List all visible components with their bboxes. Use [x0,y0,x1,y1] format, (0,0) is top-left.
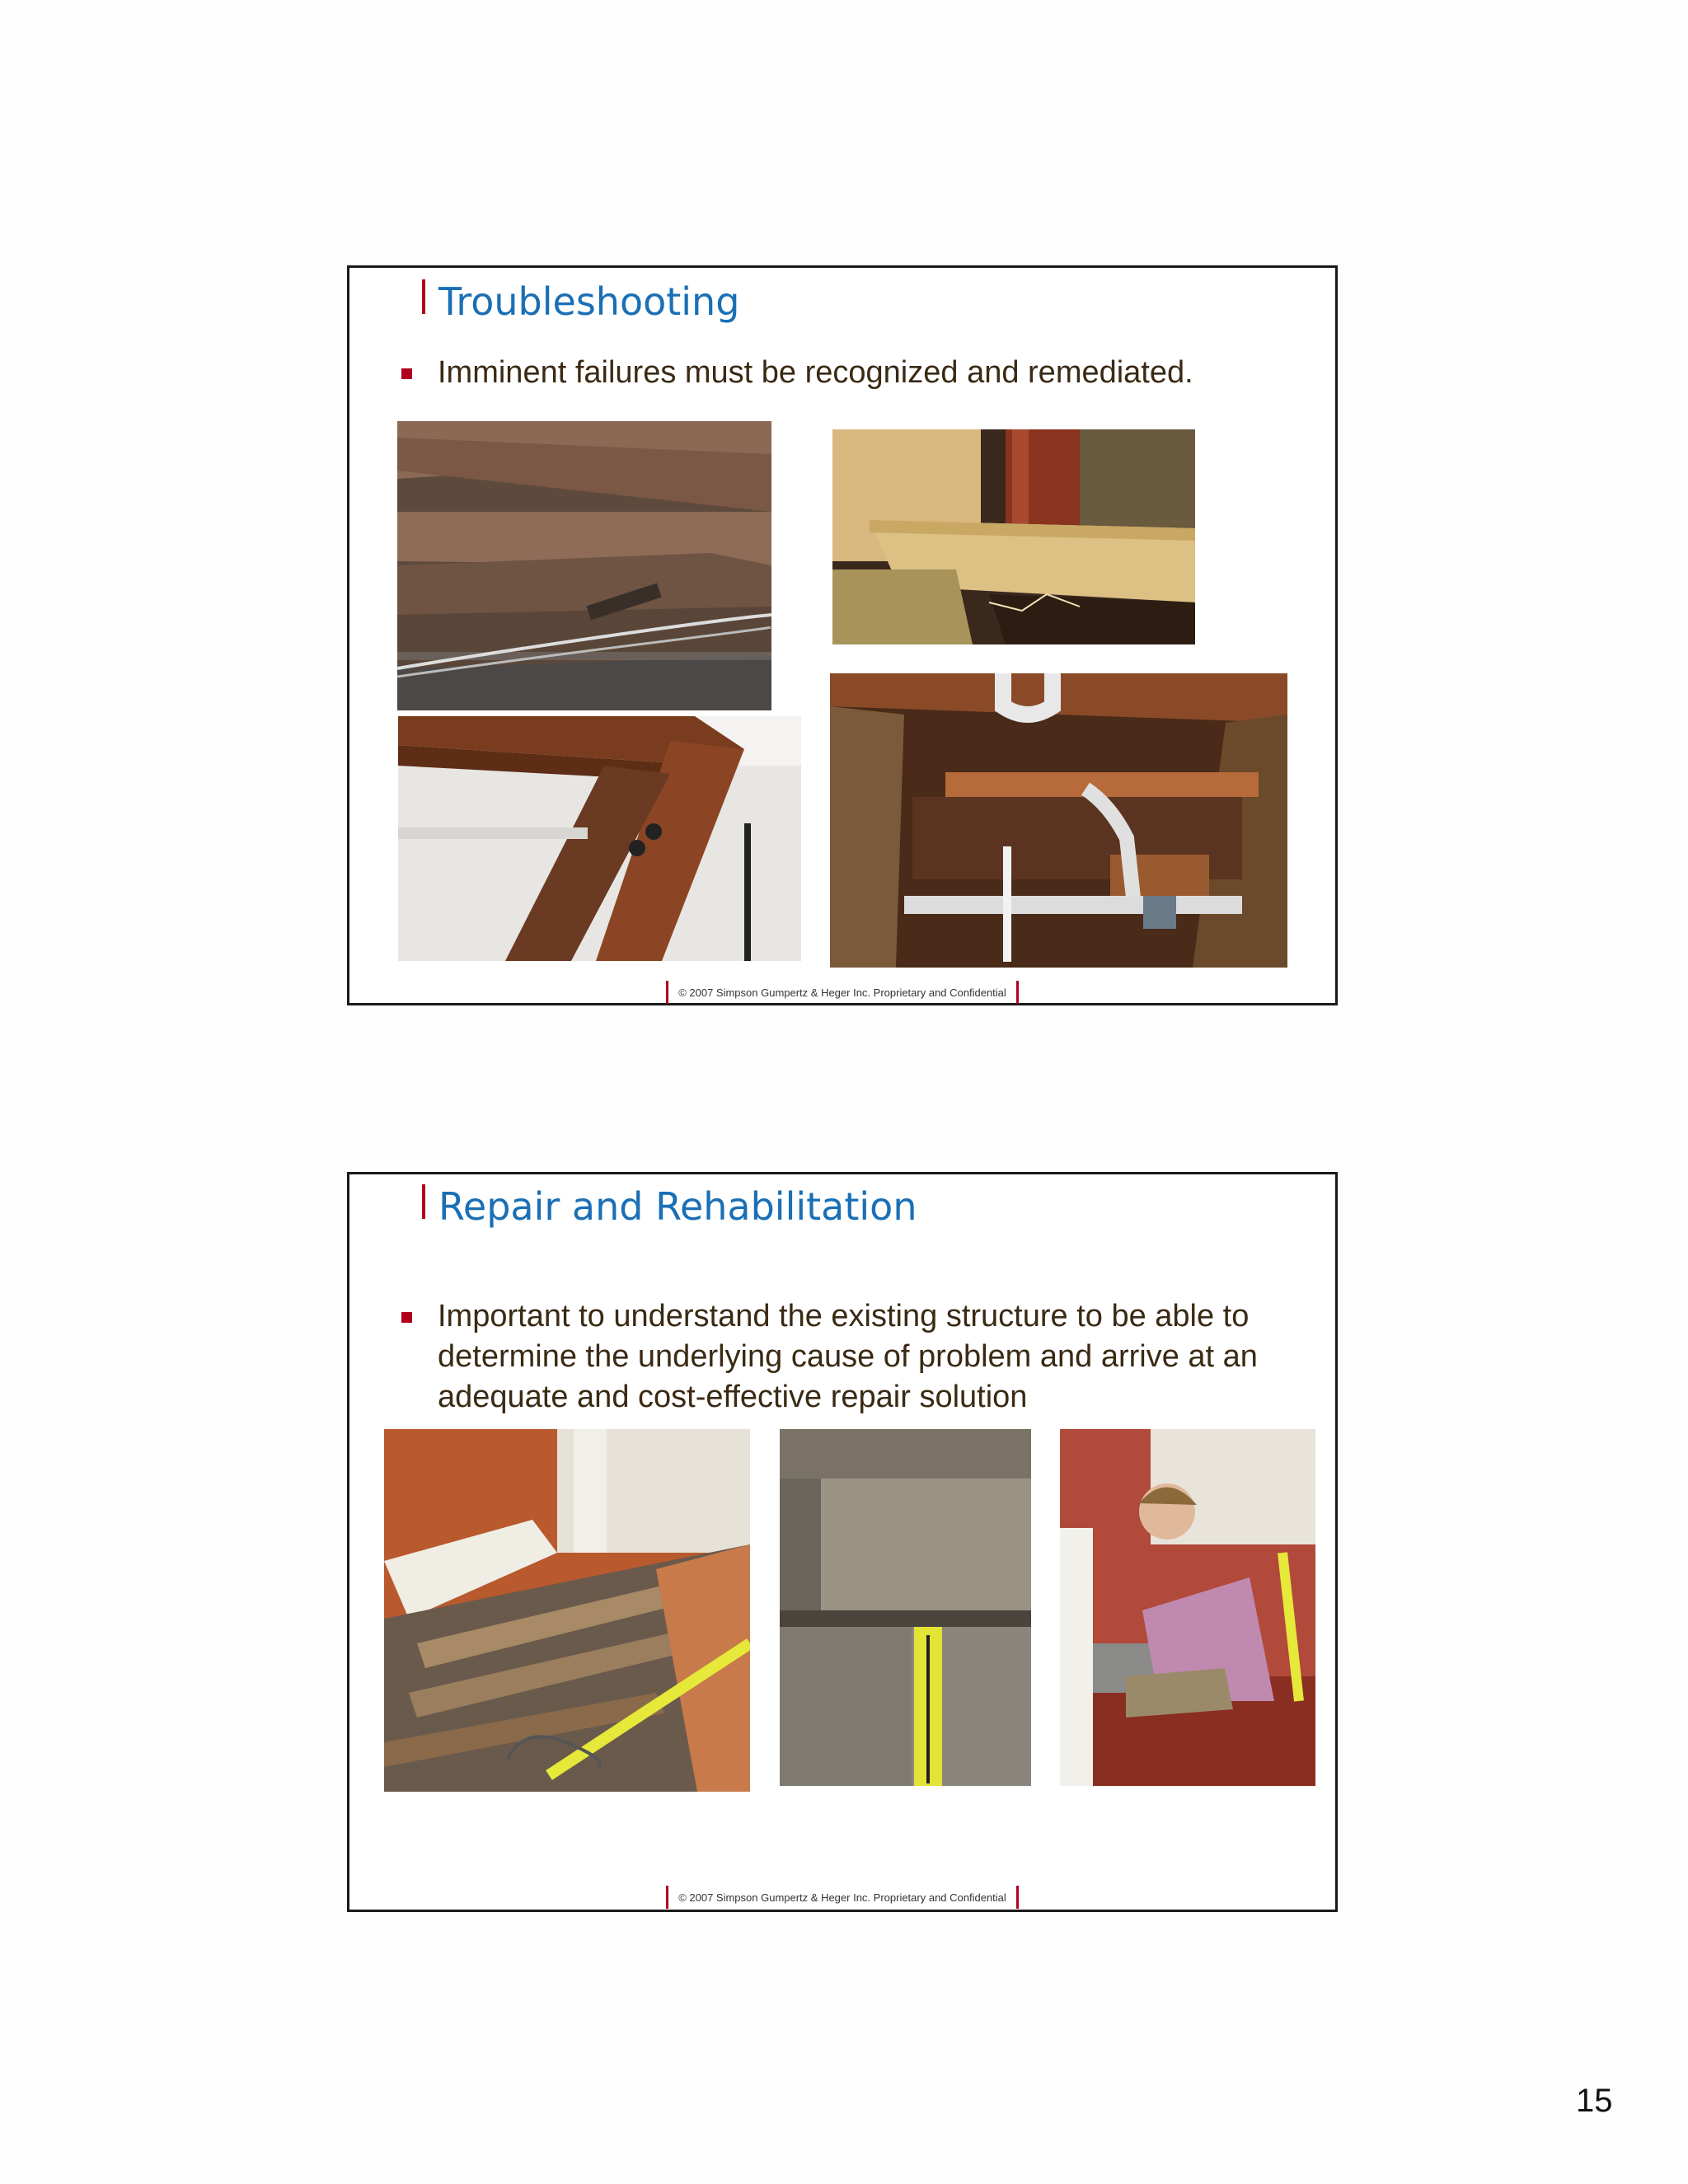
page-number: 15 [1576,2083,1613,2119]
footer-right-bar [1016,981,1019,1004]
footer-right-bar [1016,1886,1019,1909]
photo-truss-connection [398,716,801,961]
bullet-marker [401,1312,412,1323]
bullet-text: Imminent failures must be recognized and remediated. [438,355,1193,390]
footer-text: © 2007 Simpson Gumpertz & Heger Inc. Proprietary and Confidential [678,986,1006,999]
slide-footer [636,980,1048,1005]
slide-title: Troubleshooting [438,279,740,324]
slide-repair-rehabilitation [347,1172,1338,1912]
bullet-text: Important to understand the existing structure to be able to determine the underlying cause of problem and arrive at an adequate and cost-effective repair solution [438,1299,1258,1414]
title-accent-bar [422,1184,425,1219]
photo-decayed-joists [397,421,771,710]
photo-opened-floor [384,1429,750,1792]
photo-measured-joist [780,1429,1031,1786]
bullet-marker [401,368,412,379]
title-accent-bar [422,279,425,314]
photo-framing-pipes [830,673,1287,968]
footer-text: © 2007 Simpson Gumpertz & Heger Inc. Proprietary and Confidential [678,1891,1006,1904]
photo-engineer-inspecting [1060,1429,1315,1786]
slide-footer [636,1885,1048,1910]
photo-cracked-sill [832,429,1195,644]
slide-title: Repair and Rehabilitation [438,1184,917,1229]
slide-troubleshooting [347,265,1338,1005]
